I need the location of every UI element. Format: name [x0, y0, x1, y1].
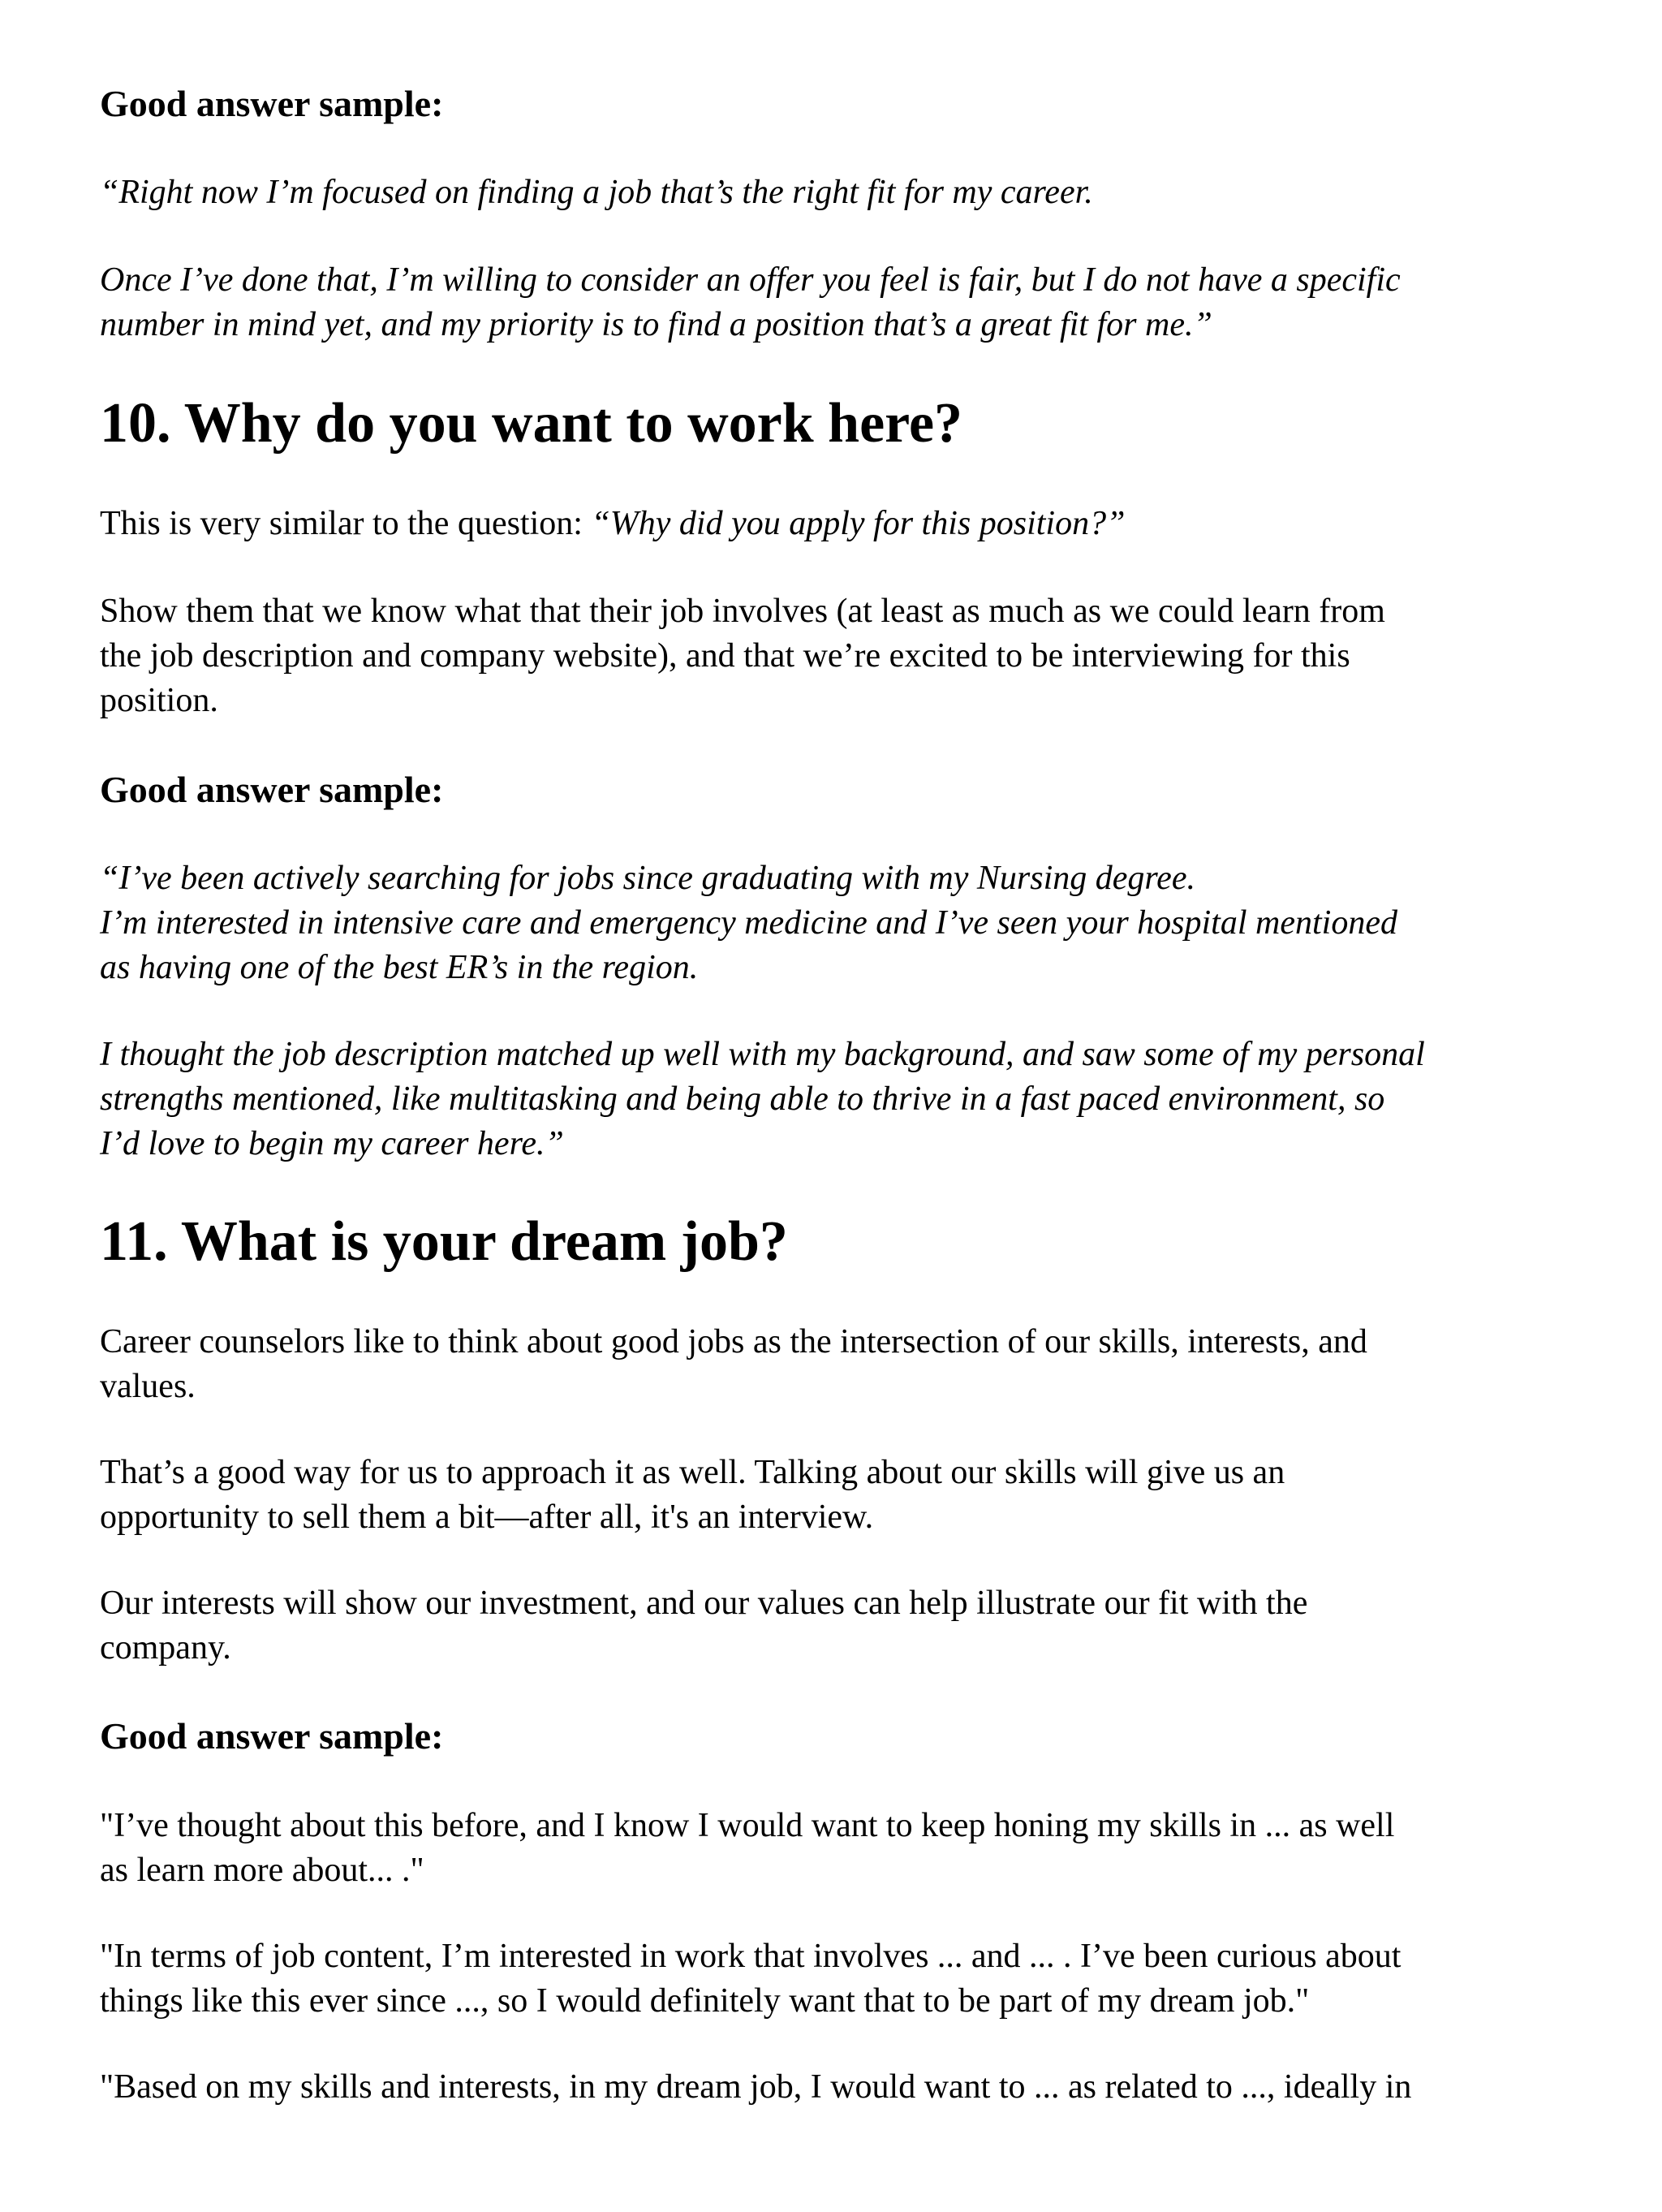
body-line: That’s a good way for us to approach it as well. Talking about our skills will give us an	[100, 1454, 1285, 1491]
sample-paragraph	[100, 2065, 1411, 2110]
intro-quote: “Why did you apply for this position?”	[591, 505, 1126, 542]
sample-paragraph	[100, 1804, 1394, 1893]
body-line: Our interests will show our investment, and our values can help illustrate our fit with the	[100, 1585, 1308, 1622]
sample-line: “Right now I’m focused on finding a job that’s the right fit for my career.	[100, 174, 1093, 211]
sample-line: Once I’ve done that, I’m willing to consider an offer you feel is fair, but I do not have a specific	[100, 261, 1401, 299]
body-paragraph	[100, 502, 1125, 546]
sample-paragraph	[100, 856, 1397, 990]
sample-paragraph	[100, 258, 1401, 347]
body-line: Career counselors like to think about good jobs as the intersection of our skills, interests, and	[100, 1323, 1367, 1360]
sample-paragraph	[100, 1033, 1425, 1166]
sample-line: number in mind yet, and my priority is to find a position that’s a great fit for me.”	[100, 306, 1212, 343]
sample-line: I thought the job description matched up well with my background, and saw some of my personal	[100, 1036, 1425, 1073]
section-heading: 11. What is your dream job?	[100, 1210, 788, 1273]
body-paragraph	[100, 1320, 1367, 1409]
body-line: position.	[100, 682, 218, 719]
good-answer-label: Good answer sample:	[100, 1715, 444, 1757]
good-answer-label: Good answer sample:	[100, 83, 444, 124]
body-line: the job description and company website), and that we’re excited to be interviewing for this	[100, 637, 1350, 675]
body-paragraph	[100, 1581, 1307, 1671]
body-line: company.	[100, 1629, 231, 1667]
body-line: Show them that we know what that their job involves (at least as much as we could learn from	[100, 593, 1385, 630]
sample-line: I’m interested in intensive care and emergency medicine and I’ve seen your hospital mentioned	[100, 904, 1397, 942]
sample-paragraph	[100, 1934, 1401, 2024]
body-line: opportunity to sell them a bit—after all, it's an interview.	[100, 1498, 874, 1536]
body-paragraph	[100, 1451, 1285, 1540]
good-answer-label: Good answer sample:	[100, 769, 444, 810]
sample-line: as having one of the best ER’s in the region.	[100, 949, 699, 986]
sample-line: “I’ve been actively searching for jobs since graduating with my Nursing degree.	[100, 860, 1195, 897]
sample-line: strengths mentioned, like multitasking and being able to thrive in a fast paced environment, so	[100, 1080, 1385, 1118]
sample-line: as learn more about... ."	[100, 1852, 424, 1889]
sample-line: "I’ve thought about this before, and I know I would want to keep honing my skills in ... as well	[100, 1807, 1395, 1844]
sample-line: things like this ever since ..., so I would definitely want that to be part of my dream job."	[100, 1982, 1310, 2020]
sample-line: "Based on my skills and interests, in my dream job, I would want to ... as related to ..., ideally in	[100, 2068, 1412, 2106]
sample-paragraph	[100, 170, 1093, 215]
section-heading: 10. Why do you want to work here?	[100, 392, 963, 455]
body-paragraph	[100, 589, 1385, 723]
body-line: values.	[100, 1368, 196, 1405]
sample-line: I’d love to begin my career here.”	[100, 1125, 564, 1162]
sample-line: "In terms of job content, I’m interested in work that involves ... and ... . I’ve been curious about	[100, 1938, 1402, 1975]
intro-text: This is very similar to the question:	[100, 505, 592, 542]
